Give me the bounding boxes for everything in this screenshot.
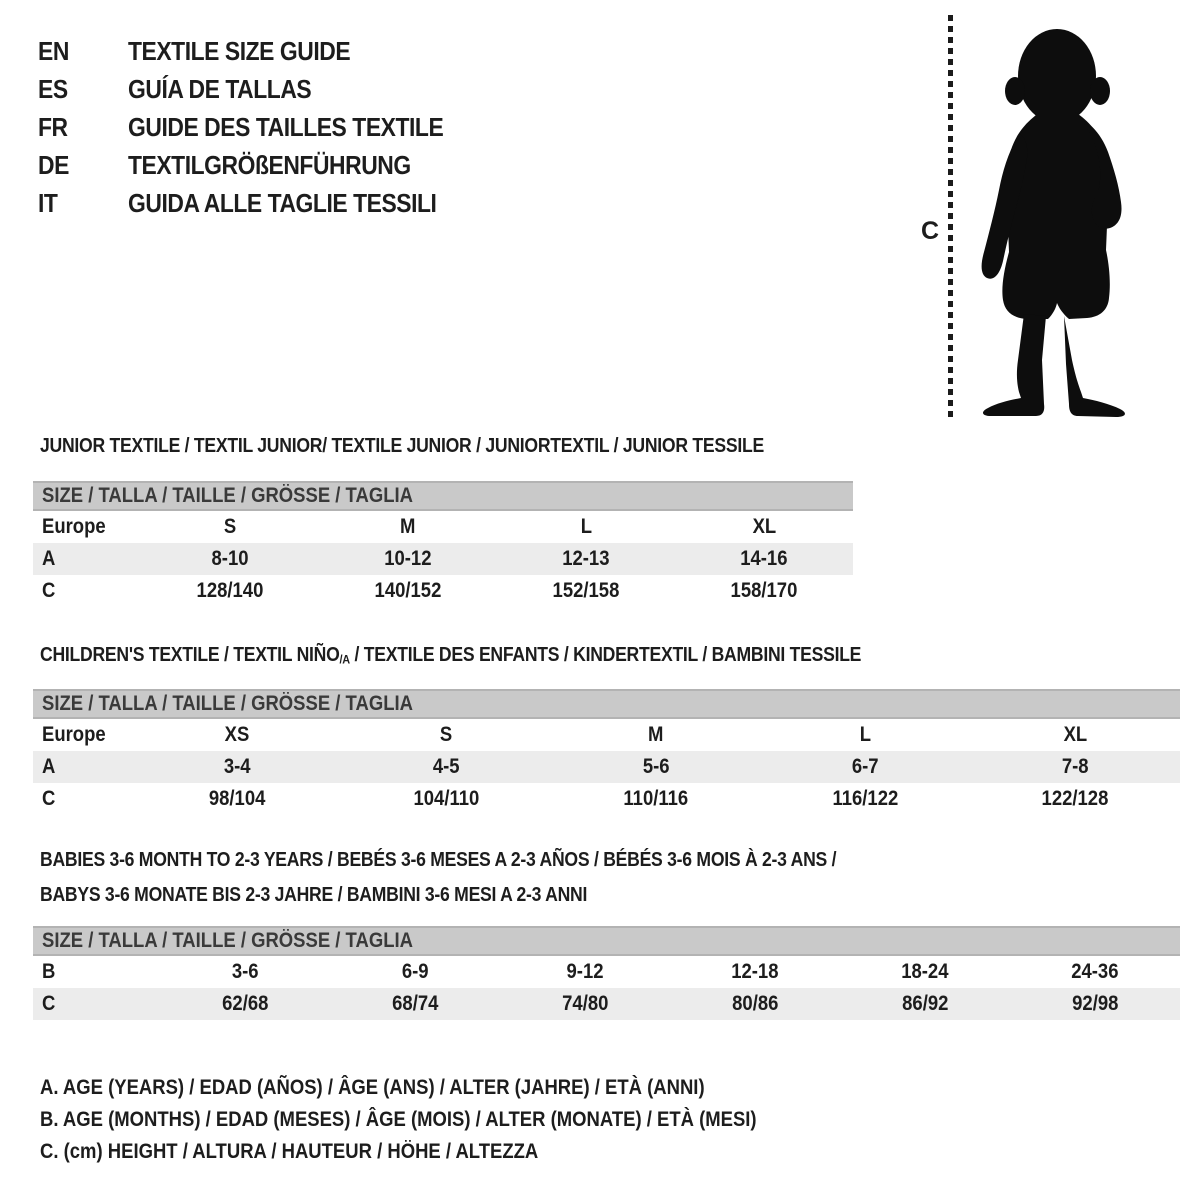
cell-text: 92/98	[1071, 992, 1119, 1015]
row-label-text: A	[42, 547, 56, 570]
baby-silhouette-image	[960, 12, 1150, 417]
cell-text: 158/170	[730, 579, 798, 602]
language-code-text: EN	[38, 35, 69, 66]
cell-text: 8-10	[211, 547, 249, 570]
cell-text: 12-18	[731, 960, 779, 983]
language-row-it	[38, 184, 486, 222]
cell-text: L	[859, 723, 872, 746]
table-cell	[160, 960, 330, 984]
table-cell	[342, 723, 552, 747]
table-row-age	[33, 543, 853, 575]
babies-section-title-line1	[40, 849, 945, 872]
babies-size-table	[33, 926, 1180, 1020]
cell-text: S	[440, 723, 453, 746]
table-cell	[342, 787, 552, 811]
table-cell	[132, 723, 342, 747]
table-cell	[141, 579, 319, 603]
cell-text: 4-5	[433, 755, 460, 778]
cell-text: 140/152	[374, 579, 442, 602]
junior-section-title-text: JUNIOR TEXTILE / TEXTIL JUNIOR/ TEXTILE JUNIOR / JUNIORTEXTIL / JUNIOR TESSILE	[40, 435, 764, 457]
cell-text: 86/92	[901, 992, 949, 1015]
table-cell	[342, 755, 552, 779]
table-cell	[160, 992, 330, 1016]
row-label-text: C	[42, 579, 56, 602]
baby-head	[1018, 29, 1096, 123]
row-label-text: Europe	[42, 515, 106, 538]
cell-text: 110/116	[623, 787, 689, 810]
size-header-text: SIZE / TALLA / TAILLE / GRÖSSE / TAGLIA	[42, 484, 413, 507]
table-cell	[551, 723, 761, 747]
legend-line-c-text: C. (cm) HEIGHT / ALTURA / HAUTEUR / HÖHE / ALTEZZA	[40, 1140, 539, 1163]
table-cell	[497, 579, 675, 603]
table-cell	[970, 787, 1180, 811]
row-label-text: C	[42, 992, 56, 1015]
table-cell	[551, 787, 761, 811]
table-cell	[675, 515, 853, 539]
baby-leg-right	[1064, 316, 1125, 417]
baby-leg-left	[983, 314, 1046, 416]
language-row-fr	[38, 108, 486, 146]
table-cell	[132, 755, 342, 779]
children-title-sub: /A	[339, 652, 350, 667]
language-code	[38, 188, 128, 219]
cell-text: 3-6	[231, 960, 259, 983]
language-code	[38, 112, 128, 143]
children-table-header	[33, 689, 1180, 719]
baby-ear-right	[1090, 77, 1110, 105]
height-measure-label: C	[920, 217, 940, 245]
table-cell	[319, 515, 497, 539]
table-cell	[319, 579, 497, 603]
junior-table-header	[33, 481, 853, 511]
legend-line-a	[40, 1072, 854, 1104]
row-label-text: C	[42, 787, 56, 810]
row-label	[33, 547, 141, 571]
cell-text: 3-4	[223, 755, 251, 778]
table-row-age	[33, 751, 1180, 783]
cell-text: 128/140	[196, 579, 264, 602]
table-cell	[670, 960, 840, 984]
table-cell	[497, 547, 675, 571]
cell-text: XS	[224, 723, 250, 746]
junior-size-table	[33, 481, 853, 607]
row-label-text: A	[42, 755, 56, 778]
cell-text: 24-36	[1071, 960, 1119, 983]
table-cell	[497, 515, 675, 539]
children-size-table	[33, 689, 1180, 815]
legend-line-a-text: A. AGE (YEARS) / EDAD (AÑOS) / ÂGE (ANS) / ALTER (JAHRE) / ETÀ (ANNI)	[40, 1076, 705, 1099]
cell-text: XL	[1063, 723, 1087, 746]
cell-text: 152/158	[552, 579, 620, 602]
table-cell	[132, 787, 342, 811]
table-cell	[761, 723, 971, 747]
cell-text: 68/74	[391, 992, 439, 1015]
baby-ear-left	[1005, 77, 1025, 105]
table-cell	[551, 755, 761, 779]
table-cell	[675, 547, 853, 571]
cell-text: 14-16	[740, 547, 788, 570]
children-title-after: / TEXTILE DES ENFANTS / KINDERTEXTIL / BAMBINI TESSILE	[349, 644, 862, 666]
language-code	[38, 74, 128, 105]
language-row-en	[38, 32, 486, 70]
row-label-text: Europe	[42, 723, 106, 746]
cell-text: M	[400, 515, 416, 538]
table-cell	[500, 960, 670, 984]
row-label	[33, 960, 160, 984]
table-row-europe	[33, 719, 1180, 751]
table-cell	[670, 992, 840, 1016]
children-section-title-text	[40, 644, 861, 667]
cell-text: 9-12	[566, 960, 604, 983]
table-cell	[761, 755, 971, 779]
children-section-title	[40, 644, 973, 667]
cell-text: M	[648, 723, 664, 746]
table-cell	[141, 515, 319, 539]
legend-line-c	[40, 1136, 854, 1168]
junior-section-title	[40, 435, 863, 458]
legend-line-b-text: B. AGE (MONTHS) / EDAD (MESES) / ÂGE (MOIS) / ALTER (MONATE) / ETÀ (MESI)	[40, 1108, 757, 1131]
row-label	[33, 787, 132, 811]
table-cell	[761, 787, 971, 811]
language-code-text: FR	[38, 111, 68, 142]
cell-text: 7-8	[1061, 755, 1089, 778]
cell-text: 6-9	[401, 960, 429, 983]
cell-text: 18-24	[901, 960, 949, 983]
language-title: GUIDA ALLE TAGLIE TESSILI	[128, 187, 437, 218]
height-measure-line	[948, 15, 953, 417]
row-label	[33, 992, 160, 1016]
cell-text: S	[223, 515, 237, 538]
table-row-height	[33, 575, 853, 607]
cell-text: 6-7	[852, 755, 879, 778]
language-code	[38, 150, 128, 181]
table-cell	[675, 579, 853, 603]
cell-text: 98/104	[208, 787, 266, 810]
cell-text: XL	[752, 515, 776, 538]
table-cell	[1010, 992, 1180, 1016]
babies-title-line1-text: BABIES 3-6 MONTH TO 2-3 YEARS / BEBÉS 3-6 MESES A 2-3 AÑOS / BÉBÉS 3-6 MOIS À 2-3 ANS /	[40, 849, 837, 871]
row-label	[33, 579, 141, 603]
language-title: TEXTILE SIZE GUIDE	[128, 35, 351, 66]
cell-text: L	[580, 515, 592, 538]
table-row-height	[33, 988, 1180, 1020]
table-cell	[970, 755, 1180, 779]
cell-text: 5-6	[642, 755, 670, 778]
cell-text: 116/122	[832, 787, 899, 810]
table-cell	[319, 547, 497, 571]
cell-text: 12-13	[562, 547, 610, 570]
language-code-text: DE	[38, 149, 69, 180]
cell-text: 104/110	[413, 787, 480, 810]
legend-line-b	[40, 1104, 854, 1136]
language-code	[38, 36, 128, 67]
language-code-text: IT	[38, 187, 58, 218]
table-cell	[970, 723, 1180, 747]
cell-text: 10-12	[384, 547, 432, 570]
legend	[40, 1072, 854, 1168]
children-title-before: CHILDREN'S TEXTILE / TEXTIL NIÑO	[40, 644, 340, 666]
table-row-europe	[33, 511, 853, 543]
row-label-text: B	[42, 960, 56, 983]
language-title: GUÍA DE TALLAS	[128, 73, 312, 104]
row-label	[33, 723, 132, 747]
table-cell	[840, 960, 1010, 984]
cell-text: 74/80	[561, 992, 609, 1015]
table-cell	[330, 992, 500, 1016]
size-header-text: SIZE / TALLA / TAILLE / GRÖSSE / TAGLIA	[42, 692, 413, 715]
table-cell	[500, 992, 670, 1016]
language-title: GUIDE DES TAILLES TEXTILE	[128, 111, 444, 142]
table-row-height	[33, 783, 1180, 815]
table-cell	[141, 547, 319, 571]
size-header-text: SIZE / TALLA / TAILLE / GRÖSSE / TAGLIA	[42, 929, 413, 952]
table-cell	[840, 992, 1010, 1016]
language-title-list	[38, 32, 486, 222]
cell-text: 122/128	[1041, 787, 1109, 810]
babies-title-line2-text: BABYS 3-6 MONATE BIS 2-3 JAHRE / BAMBINI 3-6 MESI A 2-3 ANNI	[40, 884, 588, 906]
table-cell	[1010, 960, 1180, 984]
row-label	[33, 515, 141, 539]
language-code-text: ES	[38, 73, 68, 104]
table-cell	[330, 960, 500, 984]
babies-table-header	[33, 926, 1180, 956]
language-row-es	[38, 70, 486, 108]
row-label	[33, 755, 132, 779]
language-row-de	[38, 146, 486, 184]
cell-text: 62/68	[221, 992, 269, 1015]
table-row-months	[33, 956, 1180, 988]
language-title: TEXTILGRÖßENFÜHRUNG	[128, 149, 411, 180]
cell-text: 80/86	[731, 992, 779, 1015]
babies-section-title-line2	[40, 884, 662, 907]
